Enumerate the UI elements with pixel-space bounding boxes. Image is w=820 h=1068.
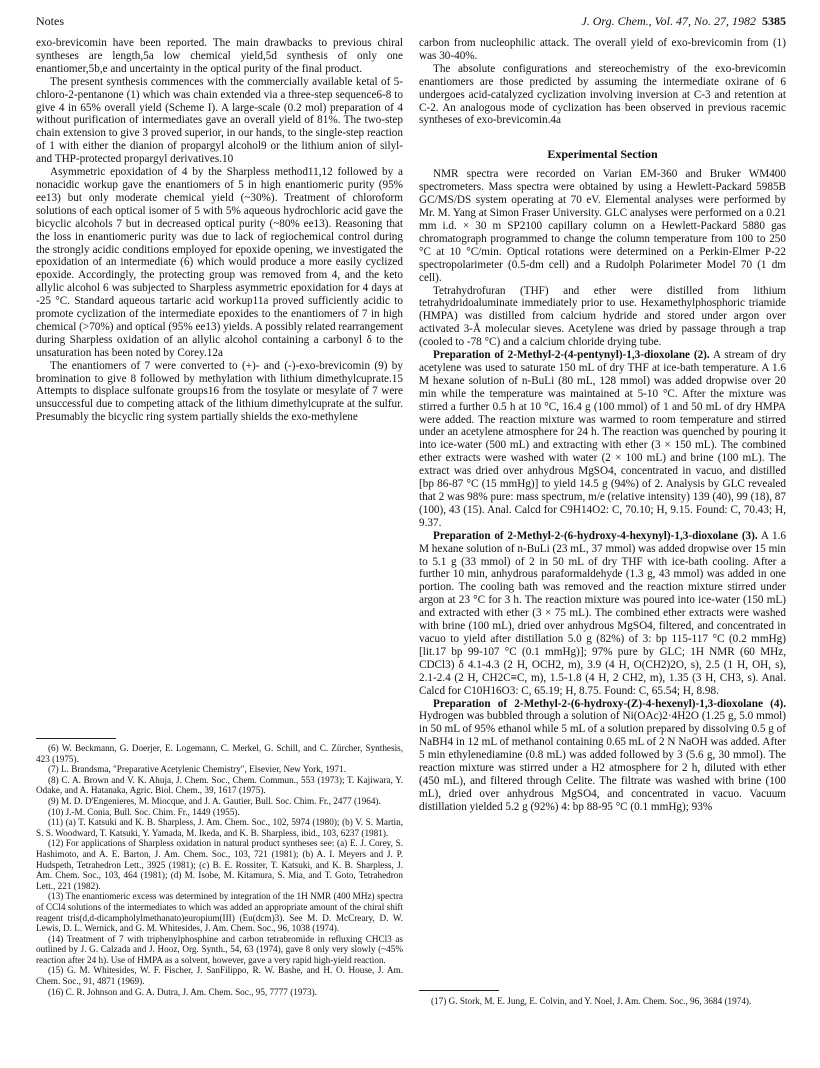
right-column	[419, 37, 786, 814]
footnote: (17) G. Stork, M. E. Jung, E. Colvin, and Y. Noel, J. Am. Chem. Soc., 96, 3684 (1974).	[431, 996, 752, 1006]
running-header-section: Notes	[36, 14, 64, 28]
body-paragraph: Asymmetric epoxidation of 4 by the Sharpless method11,12 followed by a nonacidic workup gave the enantiomers of 5 in high enantiomeric purity (95% ee13) but only moderate chemical yield (~30%). Treatment of chloroform solutions of each optical isomer of 5 with 5% aqueous hydrochloric acid gave the bicyclic alcohols 7 but in decreased optical purity (~80% ee13). Reasoning that the loss in enantiomeric purity was due to lack of regiochemical control during the strongly acidic conditions employed for epoxide opening, we investigated the epoxidation of an intermediate (6) which would produce a more easily cyclized epoxide. Accordingly, the protecting group was removed from 4, and the keto allylic alcohol 6 was subjected to Sharpless asymmetric epoxidation for 4 days at -25 °C. Standard aqueous tartaric acid workup11a proved sufficiently acidic to promote cyclization of the intermediate epoxides to the enantiomers of 7 in high chemical (>70%) and optical (95% ee13) yields. A possibly related rearrangement during Sharpless oxidation of an allylic alcohol containing a carbonyl δ to the unsaturation has been noted by Corey.12a	[36, 166, 403, 359]
footnote: (13) The enantiomeric excess was determined by integration of the 1H NMR (400 MHz) spectra of CCl4 solutions of the intermediates to which was added an appropriate amount of the chiral shift reagent tris(d,d-dicampholylmethanato)europium(III) (Eu(dcm)3). See M. D. McCreary, D. W. Lewis, D. L. Wernick, and G. M. Whitesides, J. Am. Chem. Soc., 96, 1038 (1974).	[36, 891, 403, 934]
procedure-text: Hydrogen was bubbled through a solution of Ni(OAc)2·4H2O (1.25 g, 5.0 mmol) in 50 mL of 95% ethanol while 5 mL of a solution prepared by dissolving 0.5 g of NaBH4 in 12 mL of methanol containing 0.65 mL of 2 N NaOH was added. After 5 min ethylenediamine (0.8 mL) was added followed by 3 (5.6 g, 30 mmol). The reaction mixture was stirred under a H2 atmosphere for 2 h, diluted with ether (450 mL), and filtered through Celite. The filtrate was washed with brine (100 mL), dried over anhydrous MgSO4, and concentrated in vacuo. Vacuum distillation yielded 5.2 g (92%) 4: bp 88-95 °C (0.1 mmHg); 93%	[419, 710, 786, 813]
procedure-text: A 1.6 M hexane solution of n-BuLi (23 mL, 37 mmol) was added dropwise over 15 min to 5.1 g (33 mmol) of 2 in 50 mL of dry THF with ice-bath cooling. After a further 10 min, anhydrous paraformaldehyde (1.3 g, 43 mmol) was added in one portion. The cooling bath was removed and the reaction mixture stirred under argon at 23 °C for 3 h. The reaction mixture was poured into ice-water (150 mL) and extracted with ether (3 × 75 mL). The combined ether extracts were washed with brine (100 mL), dried over anhydrous MgSO4, filtered, and concentrated in vacuo to yield after distillation 5.0 g (82%) of 3: bp 115-117 °C (0.2 mmHg) [lit.17 bp 99-107 °C (0.1 mmHg)]; 97% pure by GLC; 1H NMR (60 MHz, CDCl3) δ 4.1-4.3 (2 H, OCH2, m), 3.9 (4 H, O(CH2)2O, s), 2.5 (1 H, OH, s), 2.1-2.4 (2 H, CH2C≡C, m), 1.5-1.8 (4 H, 2 CH2, m), 1.35 (3 H, CH3, s). Anal. Calcd for C10H16O3: C, 65.19; H, 8.75. Found: C, 65.54; H, 8.98.	[419, 529, 787, 697]
procedure-paragraph	[419, 698, 786, 814]
running-header-journal	[581, 14, 786, 29]
footnotes-right	[419, 996, 786, 1007]
experimental-paragraph: Tetrahydrofuran (THF) and ether were distilled from lithium tetrahydridoaluminate immediately prior to use. Hexamethylphosphoric triamide (HMPA) was distilled from calcium hydride and stored under argon over activated 3-Å molecular sieves. Acetylene was dried by passage through a trap (cooled to -78 °C) and a calcium chloride drying tube.	[419, 284, 786, 349]
section-heading: Experimental Section	[547, 147, 658, 162]
footnote: (9) M. D. D'Engenieres, M. Miocque, and J. A. Gautier, Bull. Soc. Chim. Fr., 2477 (1964).	[48, 795, 381, 806]
body-paragraph: The present synthesis commences with the commercially available ketal of 5-chloro-2-pentanone (1) which was chain extended via a three-step sequence6-8 to give 4 in 65% overall yield (Scheme I). A large-scale (0.2 mol) preparation of 4 without purification of intermediates gave an overall yield of 81%. The two-step chain extension to give 3 proved superior, in our hands, to the single-step reaction of 1 with either the dianion of propargyl alcohol9 or the lithium anion of silyl- and THP-protected propargyl derivatives.10	[36, 75, 403, 166]
footnote: (12) For applications of Sharpless oxidation in natural product syntheses see: (a) E. J. Corey, S. Hashimoto, and A. E. Barton, J. Am. Chem. Soc., 103, 721 (1981); (b) A. I. Meyers and J. P. Hudspeth, Tetrahedron Lett., 3925 (1981); (c) B. E. Rossiter, T. Katsuki, and K. B. Sharpless, J. Am. Chem. Soc., 103, 464 (1981); (d) M. Isobe, M. Kitamura, S. Mia, and T. Goto, Tetrahedron Lett., 221 (1982).	[36, 838, 403, 891]
journal-citation: J. Org. Chem., Vol. 47, No. 27, 1982	[581, 14, 756, 28]
footnote-divider	[36, 738, 116, 739]
body-paragraph: The absolute configurations and stereochemistry of the exo-brevicomin enantiomers are those predicted by assuming the intermediate oxirane of 6 undergoes acid-catalyzed cyclization involving inversion at C-3 and retention at C-2. An analogous mode of cyclization has been observed in previous racemic syntheses of exo-brevicomin.4a	[419, 62, 786, 127]
footnote: (15) G. M. Whitesides, W. F. Fischer, J. SanFilippo, R. W. Bashe, and H. O. House, J. Am. Chem. Soc., 91, 4871 (1969).	[36, 965, 403, 987]
footnote: (6) W. Beckmann, G. Doerjer, E. Logemann, C. Merkel, G. Schill, and C. Zürcher, Synthesis, 423 (1975).	[36, 743, 403, 764]
footnotes-left	[36, 743, 403, 997]
procedure-heading: Preparation of 2-Methyl-2-(6-hydroxy-4-hexynyl)-1,3-dioxolane (3).	[433, 529, 758, 542]
procedure-heading: Preparation of 2-Methyl-2-(6-hydroxy-(Z)-4-hexenyl)-1,3-dioxolane (4).	[433, 697, 786, 710]
footnote: (11) (a) T. Katsuki and K. B. Sharpless, J. Am. Chem. Soc., 102, 5974 (1980); (b) V. S. Martin, S. S. Woodward, T. Katsuki, Y. Yamada, M. Ikeda, and K. B. Sharpless, ibid., 103, 6237 (1981).	[36, 817, 403, 838]
footnote: (10) J.-M. Conia, Bull. Soc. Chim. Fr., 1449 (1955).	[48, 806, 240, 817]
left-column	[36, 37, 403, 424]
footnote-divider	[419, 990, 499, 991]
footnote: (7) L. Brandsma, "Preparative Acetylenic Chemistry", Elsevier, New York, 1971.	[48, 764, 347, 775]
procedure-paragraph	[419, 530, 786, 698]
procedure-paragraph	[419, 349, 786, 530]
footnote: (14) Treatment of 7 with triphenylphosphine and carbon tetrabromide in refluxing CHCl3 as outlined by J. G. Calzada and J. Hooz, Org. Synth., 54, 63 (1974), gave 8 only very slowly (~45% reaction after 24 h). Use of HMPA as a solvent, however, gave a very rapid high-yield reaction.	[36, 933, 403, 965]
body-paragraph: carbon from nucleophilic attack. The overall yield of exo-brevicomin from (1) was 30-40%.	[419, 37, 786, 62]
page-number: 5385	[762, 14, 786, 28]
body-paragraph: exo-brevicomin have been reported. The main drawbacks to previous chiral syntheses are length,5a low chemical yield,5d synthesis of only one enantiomer,5b,e and uncertainty in the optical purity of the final product.	[36, 37, 403, 75]
experimental-paragraph: NMR spectra were recorded on Varian EM-360 and Bruker WM400 spectrometers. Mass spectra were obtained by using a Hewlett-Packard 5985B GC/MS/DS system operating at 70 eV. Elemental analyses were performed by Mr. M. Yang at Simon Fraser University. GLC analyses were performed on a 0.21 mm i.d. × 30 m SP2100 capillary column on a Hewlett-Packard 5880 gas chromatograph programmed to change the column temperature from 100 to 250 °C at 10 °C/min. Optical rotations were determined on a Perkin-Elmer P-22 spectropolarimeter (0.5-dm cell) and a Rudolph Polarimeter Model 70 (1 dm cell).	[419, 168, 786, 284]
footnote: (16) C. R. Johnson and G. A. Dutra, J. Am. Chem. Soc., 95, 7777 (1973).	[48, 986, 317, 997]
body-paragraph: The enantiomers of 7 were converted to (+)- and (-)-exo-brevicomin (9) by bromination to give 8 followed by methylation with lithium dimethylcuprate.15 Attempts to displace sulfonate groups16 from the tosylate or mesylate of 7 were unsuccessful due to competing attack of the lithium dimethylcuprate at the sulfur. Presumably the bicyclic ring system partially shields the exo-methylene	[36, 359, 403, 424]
procedure-heading: Preparation of 2-Methyl-2-(4-pentynyl)-1,3-dioxolane (2).	[433, 349, 710, 362]
procedure-text: A stream of dry acetylene was used to saturate 150 mL of dry THF at ice-bath temperature. A 1.6 M hexane solution of n-BuLi (80 mL, 128 mmol) was added dropwise over 20 min while the temperature was maintained at 5-10 °C. After the mixture was stirred a further 0.5 h at 10 °C, 16.4 g (100 mmol) of 1 and 50 mL of dry HMPA were added. The reaction mixture was warmed to room temperature and stirred under an acetylene atmosphere for 24 h. The reaction was quenched by pouring it into ice-water (500 mL) and extracting with ether (3 × 150 mL). The combined ether extracts were washed with water (2 × 100 mL) and brine (100 mL). The extract was dried over anhydrous MgSO4, concentrated in vacuo, and distilled [bp 86-87 °C (15 mmHg)] to yield 14.5 g (94%) of 2. Analysis by GLC revealed that 2 was 98% pure: mass spectrum, m/e (relative intensity) 139 (40), 99 (18), 87 (100), 43 (15). Anal. Calcd for C9H14O2: C, 70.10; H, 9.15. Found: C, 70.43; H, 9.37.	[419, 349, 786, 529]
footnote: (8) C. A. Brown and V. K. Ahuja, J. Chem. Soc., Chem. Commun., 553 (1973); T. Kajiwara, Y. Odake, and A. Hatanaka, Agric. Biol. Chem., 39, 1617 (1975).	[36, 774, 403, 796]
